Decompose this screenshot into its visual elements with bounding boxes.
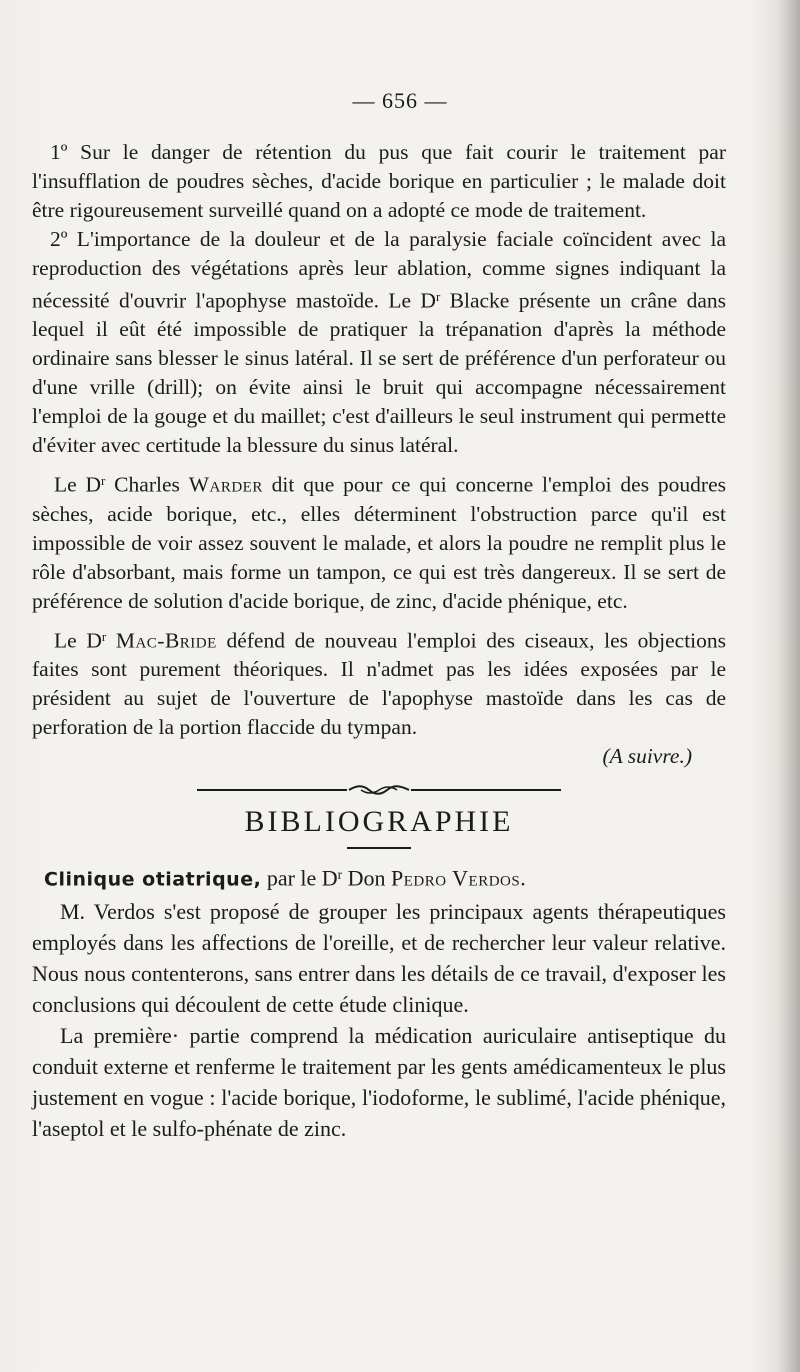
entry-paragraph-2: La première· partie comprend la médication auriculaire antiseptique du conduit externe et renferme le traitement par les gents amédicamenteux le plus justement en vogue : l'acide borique, l'iodoforme, le sublimé, l'acide phénique, l'aseptol et le sulfo-phénate de zinc. [32, 1022, 726, 1141]
bibliography-entry [32, 859, 726, 1144]
warder-surname: Warder [188, 472, 263, 497]
mac-bride-surname: Mac-Bride [115, 628, 217, 653]
warder-text: dit que pour ce qui concerne l'emploi des poudres sèches, acide borique, etc., elles déterminent l'obstruction parce qu'il est impossible de voir assez souvent le malade, et alors la poudre ne remplit plus le rôle d'absorbant, mais forme un tampon, ce qui est très dangereux. Il se sert de préférence de solution d'acide borique, de zinc, d'acide phénique, etc. [32, 472, 726, 613]
paragraph-point-2-end: Blacke présente un crâne dans lequel il eût été impossible de pratiquer la trépanation d'après la méthode ordinaire sans blesser le sinus latéral. Il se sert de préférence d'un perforateur ou d'une vrille (drill); on évite ainsi le bruit qui accompagne nécessairement l'emploi de la gouge et du maillet; c'est d'ailleurs le seul instrument qui permette d'éviter avec certitude la blessure du sinus latéral. [32, 288, 726, 458]
heading-underline [347, 847, 411, 849]
page-edge-shadow [778, 0, 800, 1372]
warder-prefix: Le D [54, 472, 102, 497]
main-text [32, 138, 726, 1144]
entry-heading [32, 859, 726, 896]
entry-author: Pedro Verdos. [390, 865, 527, 891]
entry-don: Don [342, 865, 391, 891]
mac-bride-prefix: Le D [54, 628, 102, 653]
superscript-r: r [101, 474, 106, 489]
paragraph-point-2 [32, 225, 726, 460]
mac-bride-text: défend de nouveau l'emploi des ciseaux, les objections faites sont purement théoriques. Il n'admet pas les idées exposées par le président au sujet de l'ouverture de l'apophyse mastoïde dans les cas de perforation de la portion flaccide du tympan. [32, 628, 727, 740]
divider-line-right [411, 789, 561, 791]
paragraph-mac-bride [32, 623, 726, 742]
to-be-continued: (A suivre.) [602, 744, 692, 769]
superscript-r: r [337, 867, 343, 883]
entry-title: Clinique otiatrique, [44, 868, 262, 891]
superscript-r: r [101, 629, 107, 644]
paragraph-point-1: 1º Sur le danger de rétention du pus que fait courir le traitement par l'insufflation de poudres sèches, d'acide borique en particulier ; le malade doit être rigoureusement surveillé quand on a adopté ce mode de traitement. [32, 140, 726, 222]
section-heading: BIBLIOGRAPHIE [244, 805, 514, 839]
entry-by: par le D [261, 865, 338, 891]
entry-paragraph-1: M. Verdos s'est proposé de grouper les principaux agents thérapeutiques employés dans les affections de l'oreille, et de rechercher leur valeur relative. Nous nous contenterons, sans entrer dans les détails de ce travail, d'exposer les conclusions qui découlent de cette étude clinique. [32, 898, 726, 1017]
ornamental-divider [32, 783, 726, 797]
ornament-flourish-icon [347, 784, 411, 796]
paragraph-warder [32, 467, 726, 615]
page-number: — 656 — [352, 88, 448, 113]
warder-firstname: Charles [105, 472, 189, 497]
divider-line-left [197, 789, 347, 791]
paragraph-point-2-start: 2º L'importance de la douleur et de la paralysie faciale coïncident avec la reproduction des végétations après leur ablation, comme signes indiquant la nécessité d'ouvrir l'apophyse mastoïde. Le D [32, 227, 726, 313]
superscript-r: r [435, 290, 441, 304]
